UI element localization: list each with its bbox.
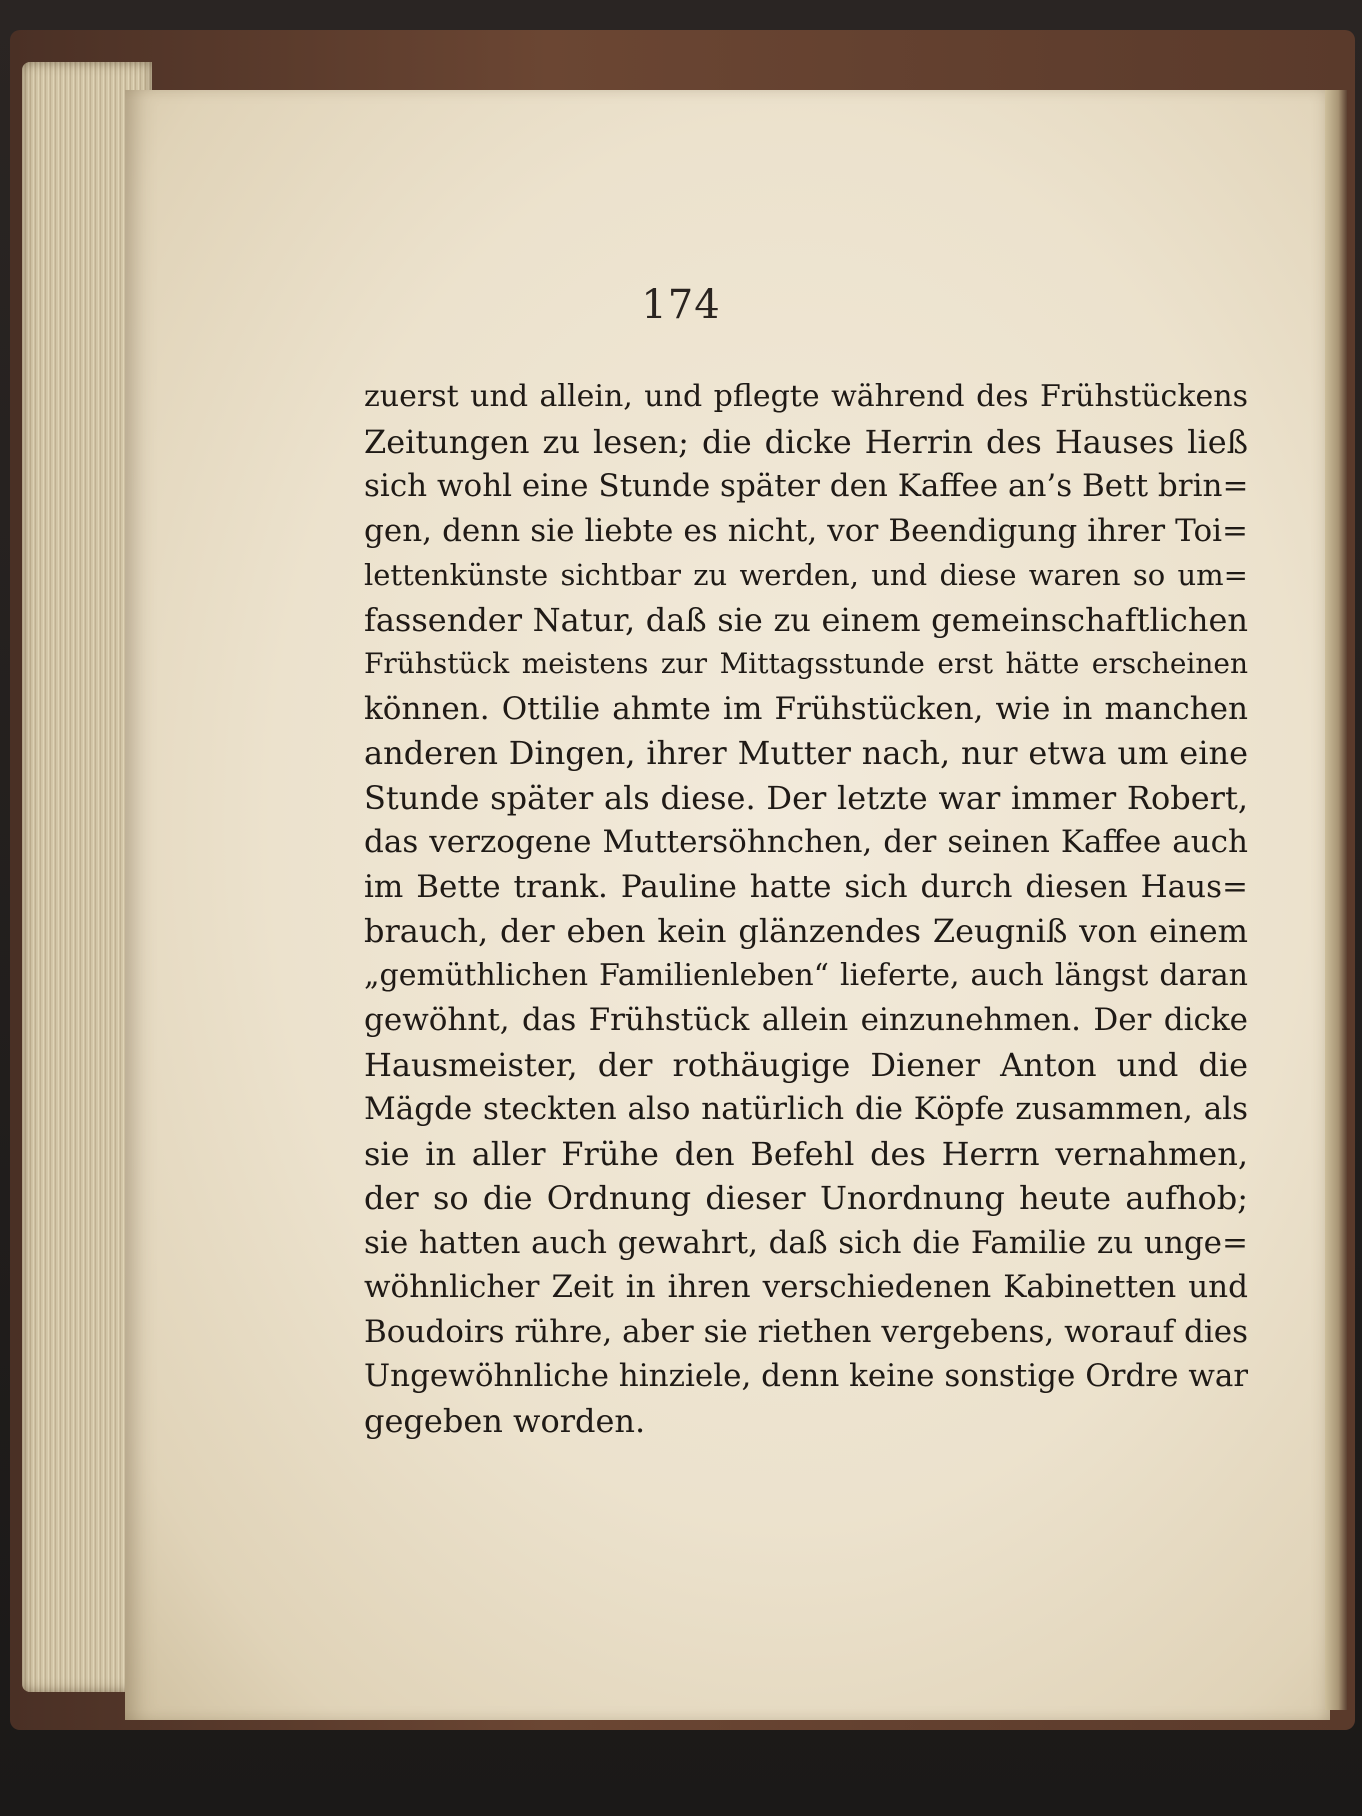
text-line: Frühstück meistens zur Mittagsstunde erst hätte erscheinen: [364, 647, 1248, 680]
text-line: brauch, der eben kein glänzendes Zeugniß von einem: [364, 912, 1248, 950]
text-line: fassender Natur, daß sie zu einem gemeinschaftlichen: [364, 600, 1248, 639]
text-line: das verzogene Muttersöhnchen, der seinen Kaffee auch: [364, 824, 1248, 860]
text-line: gegeben worden.: [364, 1401, 646, 1440]
text-line: Stunde später als diese. Der letzte war immer Robert,: [364, 778, 1248, 817]
text-line: sie in aller Frühe den Befehl des Herrn vernahmen,: [364, 1134, 1248, 1173]
text-line: Zeitungen zu lesen; die dicke Herrin des Hauses ließ: [364, 422, 1248, 461]
page-number: 174: [641, 282, 721, 328]
text-line: zuerst und allein, und pflegte während des Frühstückens: [364, 379, 1248, 414]
page-gutter-edge: [1325, 90, 1347, 1710]
body-text: [364, 375, 1248, 1443]
text-line: Hausmeister, der rothäugige Diener Anton und die: [364, 1045, 1248, 1084]
text-line: Boudoirs rühre, aber sie riethen vergebens, worauf dies: [364, 1313, 1248, 1350]
text-line: gewöhnt, das Frühstück allein einzunehmen. Der dicke: [364, 1002, 1248, 1038]
text-line: anderen Dingen, ihrer Mutter nach, nur etwa um eine: [364, 734, 1248, 772]
text-line: Mägde steckten also natürlich die Köpfe zusammen, als: [364, 1091, 1248, 1127]
text-line: Ungewöhnliche hinziele, denn keine sonstige Ordre war: [364, 1358, 1248, 1394]
text-line: im Bette trank. Pauline hatte sich durch diesen Haus=: [364, 868, 1248, 905]
text-line: der so die Ordnung dieser Unordnung heute aufhob;: [364, 1179, 1248, 1217]
text-line: gen, denn sie liebte es nicht, vor Beendigung ihrer Toi=: [364, 512, 1248, 549]
text-line: wöhnlicher Zeit in ihren verschiedenen Kabinetten und: [364, 1269, 1248, 1305]
text-line: sich wohl eine Stunde später den Kaffee an’s Bett brin=: [364, 468, 1248, 504]
text-line: lettenkünste sichtbar zu werden, und diese waren so um=: [364, 558, 1248, 592]
text-line: „gemüthlichen Familienleben“ lieferte, auch längst daran: [364, 957, 1248, 993]
text-line: können. Ottilie ahmte im Frühstücken, wie in manchen: [364, 690, 1248, 727]
text-line: sie hatten auch gewahrt, daß sich die Familie zu unge=: [364, 1224, 1248, 1261]
